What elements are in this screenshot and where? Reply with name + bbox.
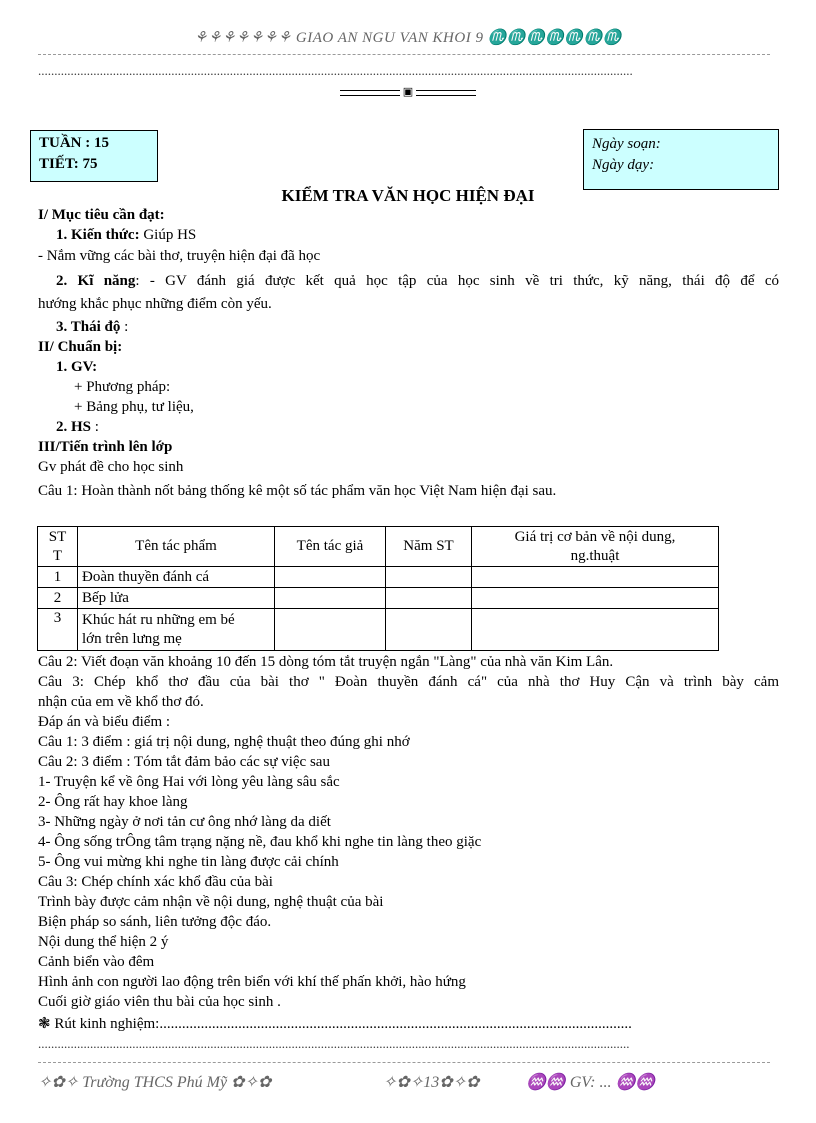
cell-stt: 1 [38, 567, 78, 588]
table-row [38, 588, 719, 609]
ngay-soan-label: Ngày soạn: [592, 136, 661, 152]
criteria-5: Hình ảnh con người lao động trên biển với khí thế phấn khởi, hào hứng [38, 974, 466, 990]
cell-gia-tri [472, 588, 719, 609]
cell-ten-tac-pham: Bếp lửa [78, 588, 275, 609]
hs-line: 2. HS : [56, 419, 99, 435]
table-row [38, 567, 719, 588]
kien-thuc-detail: - Nắm vững các bài thơ, truyện hiện đại đã học [38, 248, 321, 264]
section-1-heading: I/ Mục tiêu cần đạt: [38, 207, 165, 223]
dap-an-1: Câu 1: 3 điểm : giá trị nội dung, nghệ thuật theo đúng ghi nhớ [38, 734, 410, 750]
header-divider [38, 54, 770, 55]
header-stt: ST T [38, 527, 78, 567]
date-box [583, 129, 779, 190]
cau-2-line: Câu 2: Viết đoạn văn khoảng 10 đến 15 dòng tóm tắt truyện ngắn "Làng" của nhà văn Kim Lân. [38, 654, 614, 670]
thai-do-line: 3. Thái độ : [56, 319, 129, 335]
phat-de-line: Gv phát đề cho học sinh [38, 459, 184, 475]
ornament-divider [340, 86, 480, 100]
cau-3-line-2: nhận của em về khổ thơ đó. [38, 694, 204, 710]
kien-thuc-line: 1. Kiến thức: Giúp HS [56, 227, 197, 243]
event-5: 5- Ông vui mừng khi nghe tin làng được cải chính [38, 854, 339, 870]
cell-nam-st [386, 588, 472, 609]
header-dots: ....................................................................................................................................................................................... [38, 64, 633, 78]
cell-ten-tac-pham: Khúc hát ru những em bé lớn trên lưng mẹ [78, 609, 275, 651]
header-nam-st: Năm ST [386, 527, 472, 567]
header-gia-tri: Giá trị cơ bản về nội dung, ng.thuật [472, 527, 719, 567]
header-ten-tac-gia: Tên tác giả [275, 527, 386, 567]
tiet-label: TIẾT: 75 [39, 156, 98, 172]
tuan-label: TUẦN : 15 [39, 135, 109, 151]
header-ten-tac-pham: Tên tác phẩm [78, 527, 275, 567]
cell-gia-tri [472, 567, 719, 588]
dap-an-heading: Đáp án và biểu điểm : [38, 714, 171, 730]
criteria-4: Cảnh biển vào đêm [38, 954, 155, 970]
rut-kinh-nghiem-line: ❃ Rút kinh nghiệm:.............................................................................................................................. [38, 1016, 632, 1032]
page-title: KIỂM TRA VĂN HỌC HIỆN ĐẠI [281, 186, 535, 205]
cell-ten-tac-gia [275, 588, 386, 609]
gv-item-1: + Phương pháp: [74, 379, 171, 395]
book-icon: ▣ [402, 86, 414, 98]
page-header-title: ⚘⚘⚘⚘⚘⚘⚘ GIAO AN NGU VAN KHOI 9 ♏♏♏♏♏♏♏ [194, 30, 622, 46]
cau-3-line: Câu 3: Chép khổ thơ đầu của bài thơ " Đoàn thuyền đánh cá" của nhà thơ Huy Cận và trình bày cảm [38, 674, 779, 690]
closing-line: Cuối giờ giáo viên thu bài của học sinh . [38, 994, 281, 1010]
cau-1-line: Câu 1: Hoàn thành nốt bảng thống kê một số tác phẩm văn học Việt Nam hiện đại sau. [38, 483, 557, 499]
dap-an-2: Câu 2: 3 điểm : Tóm tắt đảm bảo các sự việc sau [38, 754, 330, 770]
ngay-day-label: Ngày dạy: [592, 157, 655, 173]
table-row [38, 609, 719, 651]
cell-nam-st [386, 609, 472, 651]
footer-school: ✧✿✧ Trường THCS Phú Mỹ ✿✧✿ [38, 1074, 272, 1091]
gv-line: 1. GV: [56, 359, 98, 375]
dap-an-3: Câu 3: Chép chính xác khổ đầu của bài [38, 874, 273, 890]
section-3-heading: III/Tiến trình lên lớp [38, 439, 173, 455]
criteria-3: Nội dung thể hiện 2 ý [38, 934, 169, 950]
event-3: 3- Những ngày ở nơi tản cư ông nhớ làng da diết [38, 814, 331, 830]
cell-stt: 2 [38, 588, 78, 609]
ki-nang-line: 2. Kĩ năng: - GV đánh giá được kết quả học tập của học sinh về tri thức, kỹ năng, thái độ để có [56, 273, 779, 289]
event-1: 1- Truyện kể về ông Hai với lòng yêu làng sâu sắc [38, 774, 340, 790]
table-header-row [38, 527, 719, 567]
cell-nam-st [386, 567, 472, 588]
cell-gia-tri [472, 609, 719, 651]
cell-stt: 3 [38, 609, 78, 651]
event-4: 4- Ông sống trÔng tâm trạng nặng nề, đau khổ khi nghe tin làng theo giặc [38, 834, 482, 850]
ki-nang-line-2: hướng khắc phục những điểm còn yếu. [38, 296, 272, 312]
cell-ten-tac-pham: Đoàn thuyền đánh cá [78, 567, 275, 588]
section-2-heading: II/ Chuẩn bị: [38, 339, 123, 355]
footer-divider [38, 1062, 770, 1063]
criteria-2: Biện pháp so sánh, liên tưởng độc đáo. [38, 914, 272, 930]
rut-kinh-nghiem-dots: ...................................................................................................................................................................................... [38, 1037, 630, 1051]
criteria-1: Trình bày được cảm nhận về nội dung, nghệ thuật của bài [38, 894, 384, 910]
works-table [37, 526, 719, 651]
event-2: 2- Ông rất hay khoe làng [38, 794, 188, 810]
cell-ten-tac-gia [275, 567, 386, 588]
footer-teacher: ♒♒ GV: ... ♒♒ [526, 1074, 656, 1091]
cell-ten-tac-gia [275, 609, 386, 651]
week-period-box [30, 130, 158, 182]
gv-item-2: + Bảng phụ, tư liệu, [74, 399, 194, 415]
footer-page-number: ✧✿✧13✿✧✿ [383, 1074, 480, 1091]
